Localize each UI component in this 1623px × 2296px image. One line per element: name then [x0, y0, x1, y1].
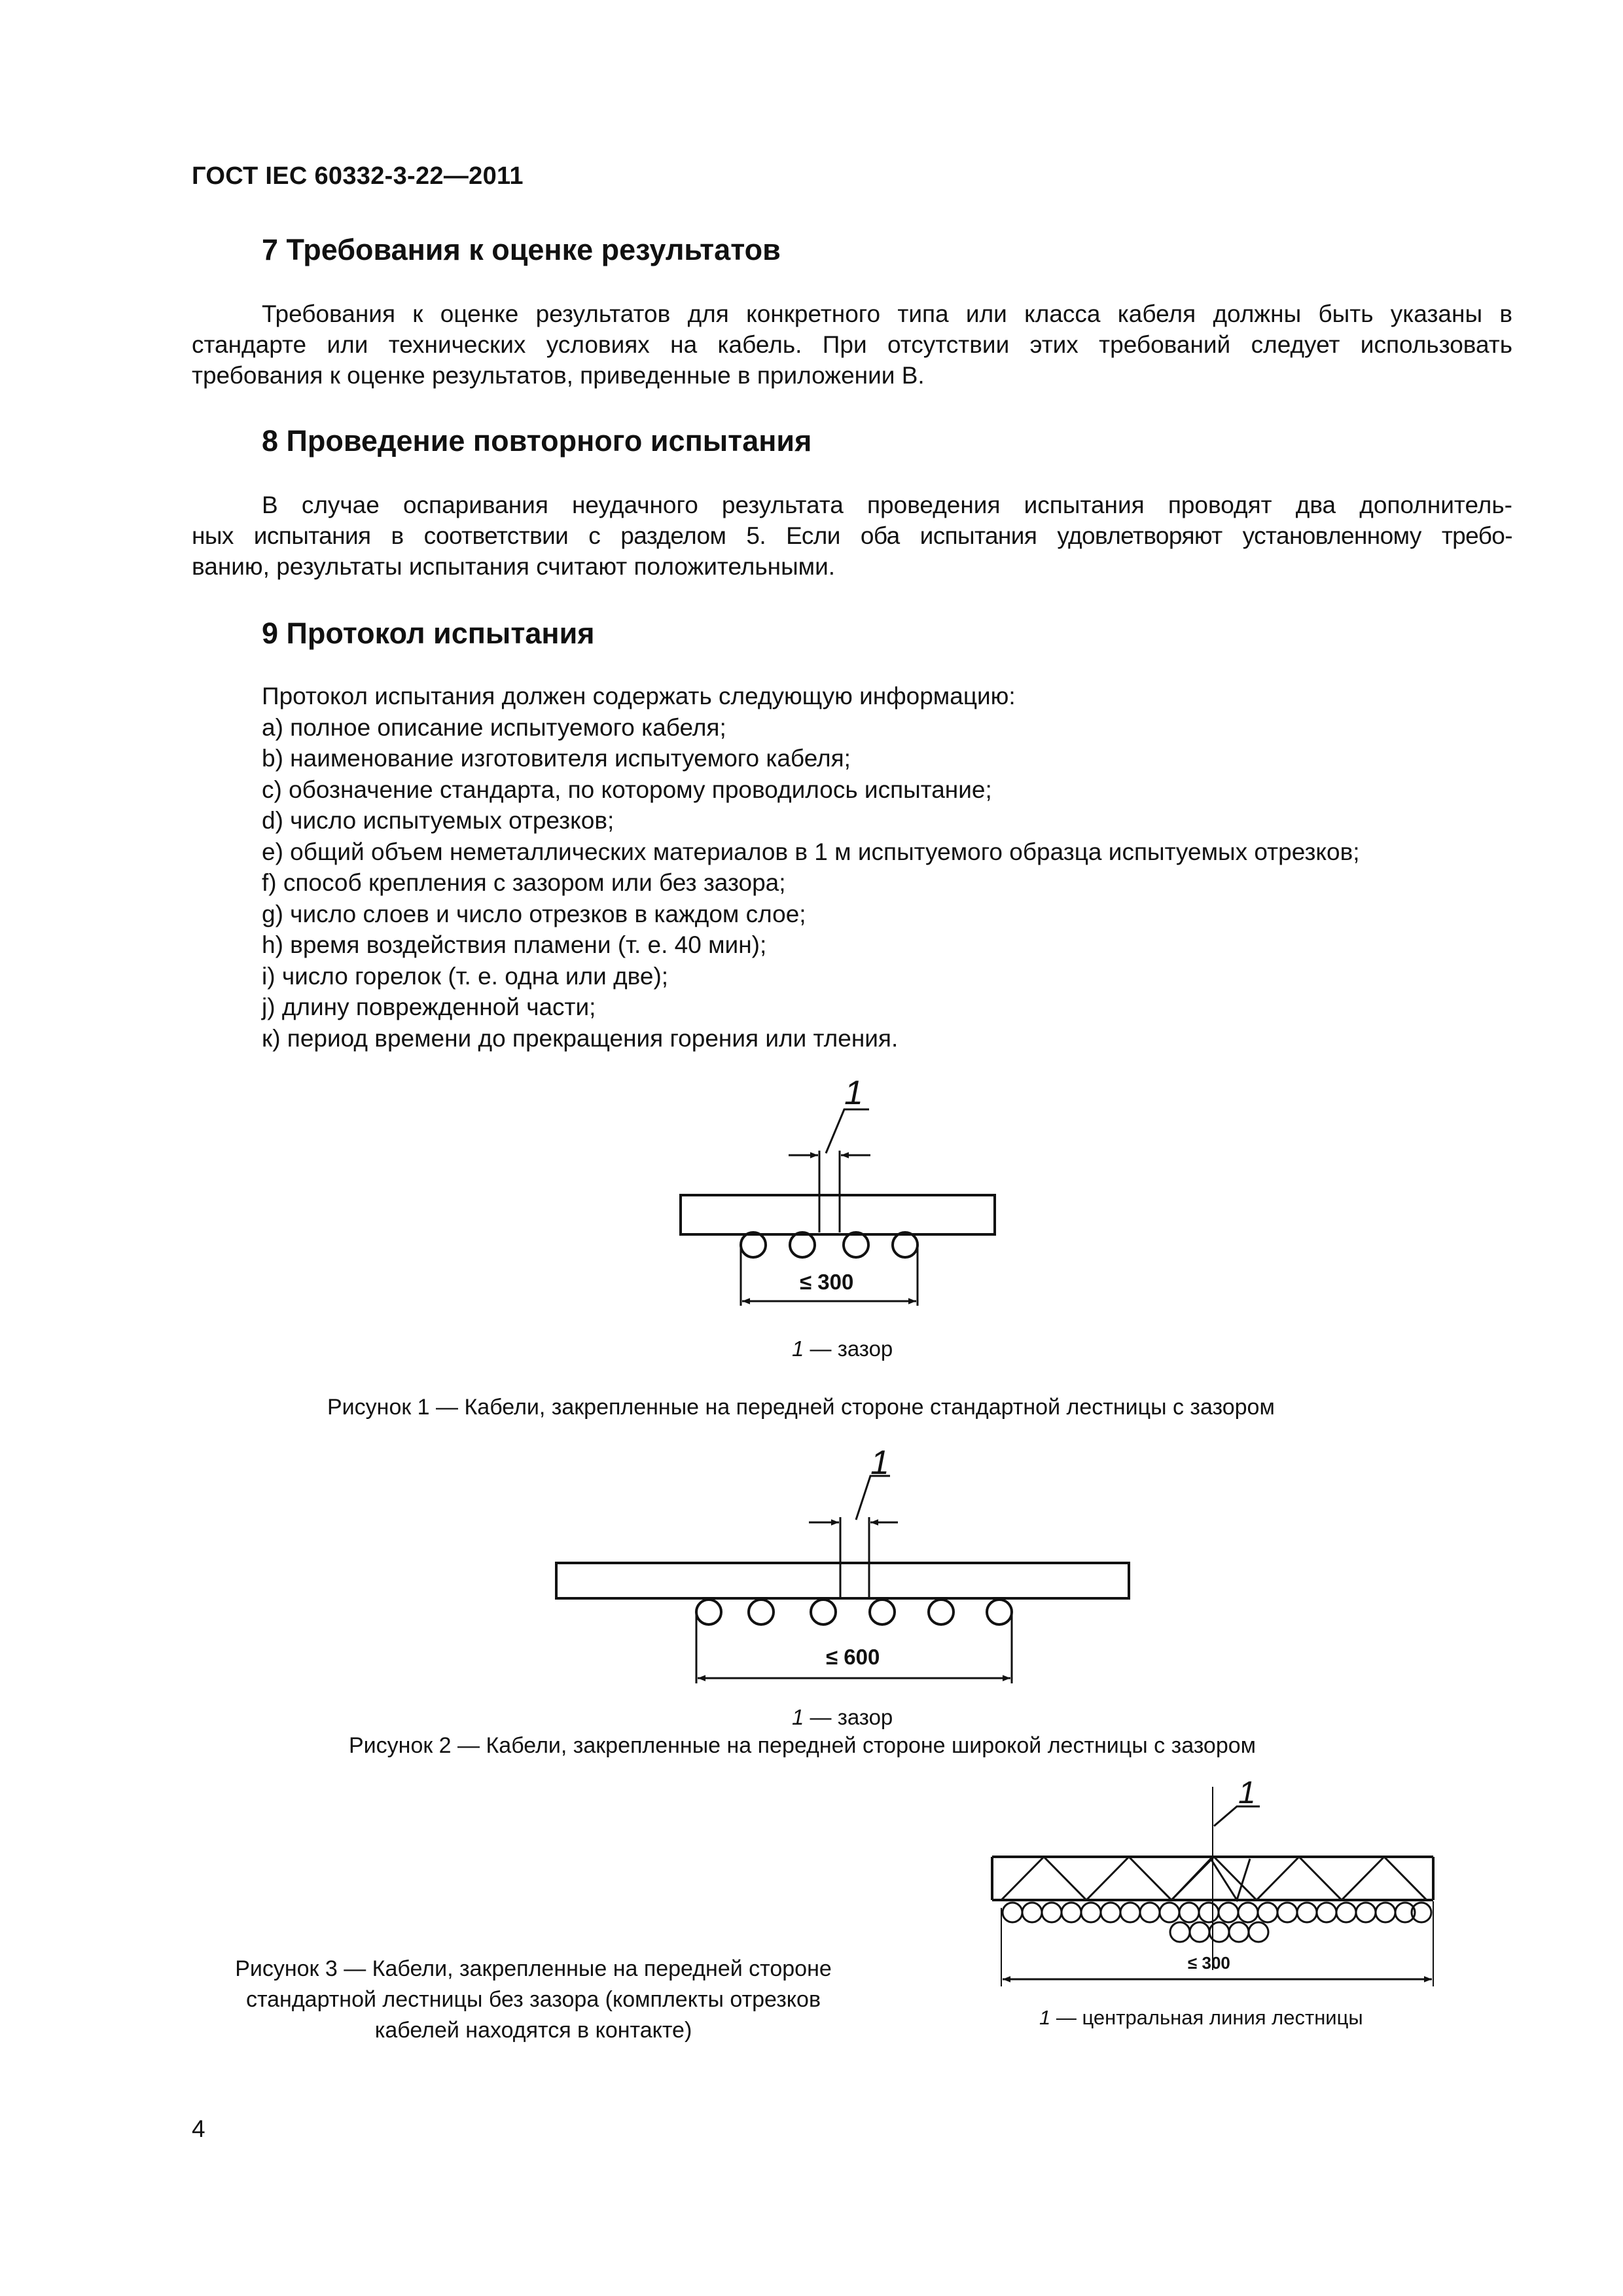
section-7-title: 7 Требования к оценке результатов — [262, 233, 781, 266]
figure-3-caption-line: стандартной лестницы без зазора (комплекты отрезков — [245, 1987, 821, 2012]
figure-2-cable — [811, 1600, 836, 1624]
figure-1-legend-number: 1 — [792, 1336, 804, 1361]
figure-2-cable — [987, 1600, 1012, 1624]
figure-1-marker: 1 — [844, 1074, 863, 1112]
section-8-title: 8 Проведение повторного испытания — [262, 424, 812, 457]
figure-2-cable — [929, 1600, 954, 1624]
section-9-title: 9 Протокол испытания — [262, 617, 595, 650]
list-item: a) полное описание испытуемого кабеля; — [262, 713, 726, 741]
figure-2-dimension-label: ≤ 600 — [826, 1645, 880, 1669]
figure-3-caption — [196, 1954, 870, 2046]
list-item: к) период времени до прекращения горения или тления. — [262, 1024, 899, 1052]
figure-1-leader-line — [826, 1109, 869, 1153]
list-item: i) число горелок (т. е. одна или две); — [262, 962, 669, 990]
figure-3-cable-row-2 — [1170, 1922, 1268, 1942]
list-item: e) общий объем неметаллических материалов в 1 м испытуемого образца испытуемых отрезков; — [262, 838, 1360, 865]
figure-3-legend-text: — центральная линия лестницы — [1050, 2006, 1363, 2029]
section-7-line-2: стандарте или технических условиях на кабель. При отсутствии этих требований следует использовать — [192, 331, 1512, 358]
figure-1-caption: Рисунок 1 — Кабели, закрепленные на передней стороне стандартной лестницы с зазором — [327, 1395, 1275, 1420]
figure-2-legend-number: 1 — [792, 1705, 804, 1729]
list-item: f) способ крепления с зазором или без зазора; — [262, 869, 786, 896]
list-item: b) наименование изготовителя испытуемого кабеля; — [262, 745, 851, 772]
section-8-line-3: ванию, результаты испытания считают положительными. — [192, 553, 836, 580]
figure-1-ladder-rung — [681, 1195, 995, 1234]
figure-3-dimension-label: ≤ 300 — [1188, 1953, 1230, 1973]
figure-2-leader-line — [856, 1476, 890, 1520]
figure-1-legend-text: — зазор — [804, 1336, 893, 1361]
section-8-line-2: ных испытания в соответствии с разделом 5. Если оба испытания удовлетворяют установленному требо- — [192, 522, 1512, 549]
figure-2-legend — [792, 1705, 893, 1730]
figure-2-marker: 1 — [870, 1444, 889, 1482]
figure-1-legend — [792, 1336, 893, 1361]
list-item: c) обозначение стандарта, по которому проводилось испытание; — [262, 776, 992, 803]
figure-3-caption-line: кабелей находятся в контакте) — [374, 2018, 692, 2043]
document-header: ГОСТ IEC 60332-3-22—2011 — [192, 162, 524, 190]
figure-3-legend-number: 1 — [1039, 2006, 1051, 2029]
page-number: 4 — [192, 2115, 205, 2142]
figure-2-cable — [870, 1600, 895, 1624]
figure-2-ladder-rung — [556, 1563, 1129, 1598]
figure-3-lattice — [1171, 1859, 1250, 1900]
figure-3-caption-line: Рисунок 3 — Кабели, закрепленные на передней стороне — [235, 1956, 832, 1981]
figure-1-cable — [790, 1232, 815, 1257]
figure-3-marker: 1 — [1238, 1776, 1256, 1810]
figure-1-dimension-label: ≤ 300 — [800, 1270, 854, 1294]
figure-1-cable — [844, 1232, 868, 1257]
section-9-intro: Протокол испытания должен содержать следующую информацию: — [262, 683, 1016, 709]
section-7-line-3: требования к оценке результатов, приведенные в приложении В. — [192, 362, 925, 389]
figure-2-cable — [749, 1600, 774, 1624]
list-item: h) время воздействия пламени (т. е. 40 мин); — [262, 931, 767, 958]
list-item: g) число слоев и число отрезков в каждом слое; — [262, 900, 806, 927]
list-item: j) длину поврежденной части; — [262, 994, 596, 1020]
section-7-line-1: Требования к оценке результатов для конкретного типа или класса кабеля должны быть указаны в — [262, 300, 1512, 327]
figure-1-cable — [893, 1232, 918, 1257]
figure-3-cable-row-1 — [1003, 1903, 1431, 1922]
figure-3-legend — [1039, 2006, 1363, 2030]
figure-1-cable — [741, 1232, 766, 1257]
figure-2-caption: Рисунок 2 — Кабели, закрепленные на передней стороне широкой лестницы с зазором — [349, 1733, 1257, 1758]
figure-2-cable — [696, 1600, 721, 1624]
section-8-line-1: В случае оспаривания неудачного результата проведения испытания проводят два дополнитель- — [262, 492, 1512, 518]
list-item: d) число испытуемых отрезков; — [262, 807, 615, 834]
figure-2-legend-text: — зазор — [804, 1705, 893, 1729]
